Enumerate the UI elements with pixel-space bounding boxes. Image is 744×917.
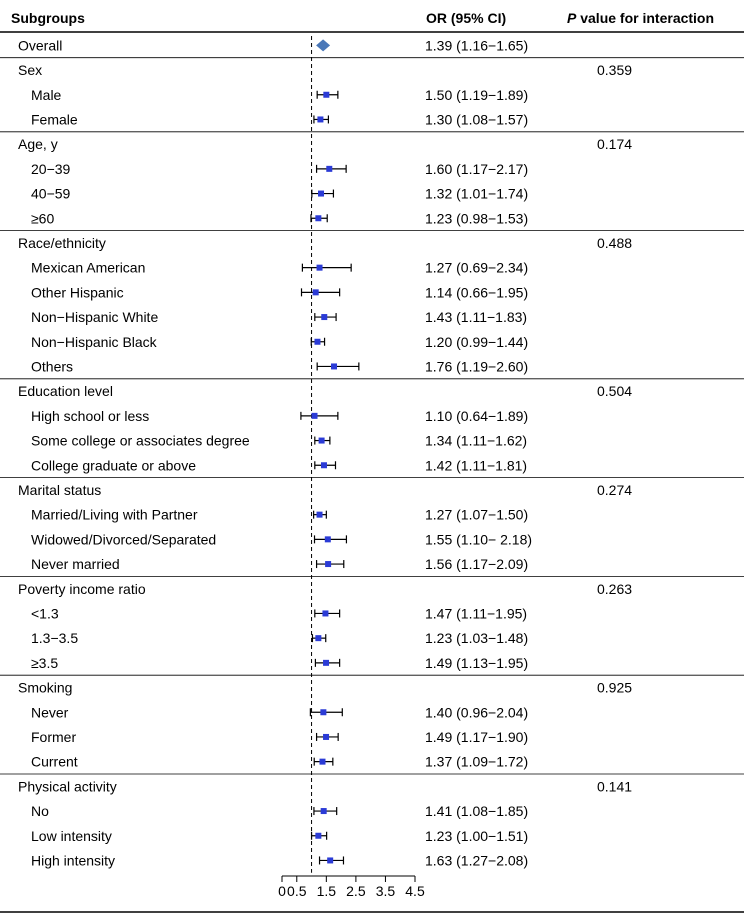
point-estimate <box>323 92 329 98</box>
point-estimate <box>320 709 326 715</box>
row-label: 1.3−3.5 <box>31 630 79 647</box>
or-ci-text: 1.34 (1.11−1.62) <box>425 432 528 449</box>
point-estimate <box>315 215 321 221</box>
overall-diamond <box>316 39 330 51</box>
row-label: 20−39 <box>31 160 71 177</box>
row-label: Female <box>31 111 78 128</box>
forest-row <box>31 655 528 671</box>
point-estimate <box>327 857 333 863</box>
row-label: <1.3 <box>31 605 59 622</box>
or-ci-text: 1.42 (1.11−1.81) <box>425 457 528 474</box>
header-p-value <box>567 10 714 26</box>
point-estimate <box>325 536 331 542</box>
forest-row <box>31 729 528 745</box>
row-label: Education level <box>18 383 113 400</box>
p-interaction-value: 0.488 <box>597 234 633 251</box>
or-ci-text: 1.37 (1.09−1.72) <box>425 753 529 770</box>
forest-row <box>31 87 528 103</box>
or-ci-text: 1.50 (1.19−1.89) <box>425 86 529 103</box>
forest-row <box>31 754 528 770</box>
x-tick-label: 1.5 <box>316 883 337 899</box>
point-estimate <box>323 660 329 666</box>
row-label: Others <box>31 358 74 375</box>
forest-row <box>18 680 632 696</box>
point-estimate <box>325 561 331 567</box>
row-label: Smoking <box>18 679 73 696</box>
row-label: Non−Hispanic Black <box>31 333 157 350</box>
or-ci-text: 1.39 (1.16−1.65) <box>425 37 529 54</box>
forest-row <box>31 284 528 300</box>
point-estimate <box>315 833 321 839</box>
or-ci-text: 1.56 (1.17−2.09) <box>425 556 529 573</box>
row-label: Age, y <box>18 136 58 153</box>
row-label: Former <box>31 728 77 745</box>
row-label: Male <box>31 86 62 103</box>
row-label: High school or less <box>31 407 150 424</box>
row-label: Marital status <box>18 481 102 498</box>
forest-row <box>31 531 532 547</box>
forest-row <box>31 630 528 646</box>
header-subgroups: Subgroups <box>11 10 85 26</box>
forest-row <box>31 408 528 424</box>
x-tick-label: 0 <box>278 883 286 899</box>
forest-row <box>18 383 632 399</box>
or-ci-text: 1.41 (1.08−1.85) <box>425 803 529 820</box>
row-label: Overall <box>18 37 63 54</box>
forest-row <box>31 507 528 523</box>
or-ci-text: 1.63 (1.27−2.08) <box>425 852 529 869</box>
row-label: Poverty income ratio <box>18 580 146 597</box>
or-ci-text: 1.60 (1.17−2.17) <box>425 160 529 177</box>
forest-row <box>31 111 528 127</box>
p-interaction-value: 0.359 <box>597 62 633 79</box>
point-estimate <box>321 808 327 814</box>
forest-row <box>31 605 527 621</box>
forest-row <box>31 556 528 572</box>
point-estimate <box>319 438 325 444</box>
forest-row <box>31 161 528 177</box>
or-ci-text: 1.14 (0.66−1.95) <box>425 284 529 301</box>
forest-row <box>31 457 527 473</box>
p-interaction-value: 0.263 <box>597 580 633 597</box>
or-ci-text: 1.27 (1.07−1.50) <box>425 506 529 523</box>
point-estimate <box>318 191 324 197</box>
point-estimate <box>313 289 319 295</box>
forest-row <box>31 309 527 325</box>
or-ci-text: 1.10 (0.64−1.89) <box>425 407 529 424</box>
x-tick-label: 3.5 <box>375 883 396 899</box>
point-estimate <box>321 462 327 468</box>
forest-row <box>18 136 632 152</box>
point-estimate <box>312 413 318 419</box>
row-label: College graduate or above <box>31 457 197 474</box>
rows-group <box>18 37 632 868</box>
or-ci-text: 1.20 (0.99−1.44) <box>425 333 529 350</box>
forest-row <box>18 62 632 78</box>
forest-row <box>31 852 528 868</box>
row-label: Other Hispanic <box>31 284 124 301</box>
row-label: Never <box>31 704 69 721</box>
or-ci-text: 1.30 (1.08−1.57) <box>425 111 529 128</box>
x-tick-label: 0.5 <box>287 883 307 899</box>
row-label: Non−Hispanic White <box>31 309 159 326</box>
row-label: Mexican American <box>31 259 146 276</box>
forest-row <box>31 210 528 226</box>
or-ci-text: 1.47 (1.11−1.95) <box>425 605 528 622</box>
x-tick-label: 4.5 <box>405 883 425 899</box>
row-label: Physical activity <box>18 778 117 795</box>
or-ci-text: 1.23 (0.98−1.53) <box>425 210 529 227</box>
point-estimate <box>317 116 323 122</box>
point-estimate <box>322 610 328 616</box>
point-estimate <box>323 734 329 740</box>
forest-row <box>18 482 632 498</box>
point-estimate <box>319 759 325 765</box>
or-ci-text: 1.23 (1.03−1.48) <box>425 630 529 647</box>
point-estimate <box>315 635 321 641</box>
x-axis <box>278 876 425 899</box>
forest-row <box>31 260 528 276</box>
row-label: ≥60 <box>31 210 55 227</box>
point-estimate <box>321 314 327 320</box>
header-p-italic: P <box>567 10 577 26</box>
row-label: Current <box>31 753 78 770</box>
row-label: 40−59 <box>31 185 71 202</box>
row-label: Never married <box>31 556 120 573</box>
row-label: Married/Living with Partner <box>31 506 198 523</box>
p-interaction-value: 0.925 <box>597 679 633 696</box>
forest-row <box>18 235 632 251</box>
forest-row <box>31 186 528 202</box>
forest-row <box>18 37 528 53</box>
forest-row <box>18 581 632 597</box>
row-label: ≥3.5 <box>31 654 59 671</box>
forest-row <box>31 704 528 720</box>
point-estimate <box>331 363 337 369</box>
x-tick-label: 2.5 <box>346 883 366 899</box>
forest-row <box>31 358 528 374</box>
forest-row <box>31 334 528 350</box>
row-label: Sex <box>18 62 43 79</box>
or-ci-text: 1.27 (0.69−2.34) <box>425 259 529 276</box>
p-interaction-value: 0.174 <box>597 136 633 153</box>
row-label: Some college or associates degree <box>31 432 250 449</box>
forest-row <box>18 778 632 794</box>
forest-row <box>31 803 528 819</box>
header-p-rest: value for interaction <box>576 10 715 26</box>
row-label: Low intensity <box>31 827 112 844</box>
forest-row <box>31 433 527 449</box>
or-ci-text: 1.32 (1.01−1.74) <box>425 185 529 202</box>
or-ci-text: 1.43 (1.11−1.83) <box>425 309 528 326</box>
or-ci-text: 1.49 (1.13−1.95) <box>425 654 529 671</box>
point-estimate <box>317 265 323 271</box>
row-label: High intensity <box>31 852 116 869</box>
or-ci-text: 1.55 (1.10− 2.18) <box>425 531 533 548</box>
point-estimate <box>326 166 332 172</box>
p-interaction-value: 0.274 <box>597 481 633 498</box>
or-ci-text: 1.40 (0.96−2.04) <box>425 704 529 721</box>
row-label: Race/ethnicity <box>18 234 106 251</box>
or-ci-text: 1.49 (1.17−1.90) <box>425 728 529 745</box>
row-label: Widowed/Divorced/Separated <box>31 531 217 548</box>
forest-row <box>31 828 528 844</box>
p-interaction-value: 0.504 <box>597 383 633 400</box>
row-label: No <box>31 803 49 820</box>
or-ci-text: 1.23 (1.00−1.51) <box>425 827 529 844</box>
point-estimate <box>314 339 320 345</box>
or-ci-text: 1.76 (1.19−2.60) <box>425 358 529 375</box>
p-interaction-value: 0.141 <box>597 778 633 795</box>
point-estimate <box>317 512 323 518</box>
header-or: OR (95% CI) <box>426 10 507 26</box>
